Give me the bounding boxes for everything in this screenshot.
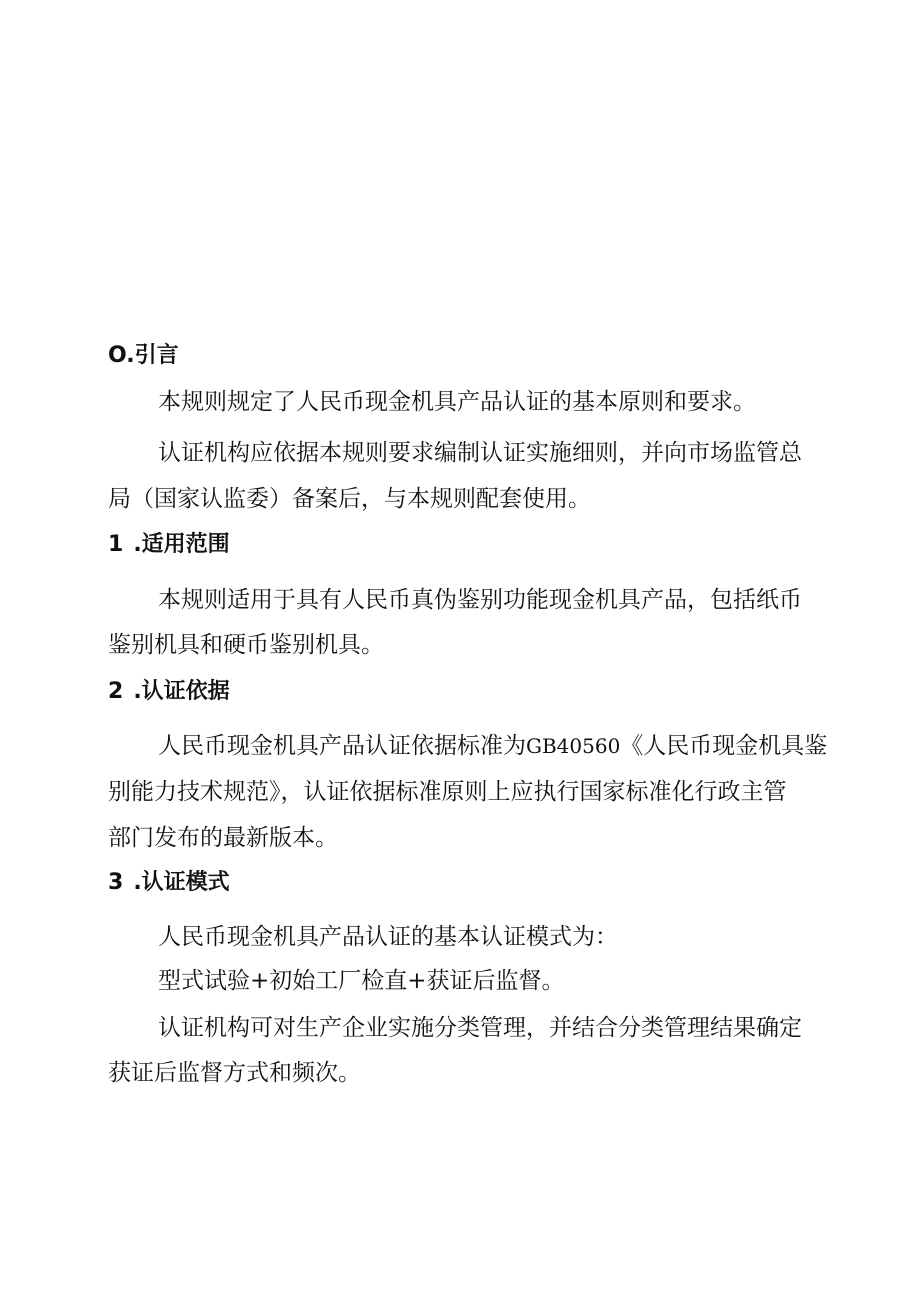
section-2-paragraph-line-3: 部门发布的最新版本。 [108, 825, 338, 851]
section-2-title: .认证依据 [133, 679, 230, 704]
section-3-heading [108, 868, 230, 898]
section-1-number: 1 [108, 532, 124, 557]
section-2-heading [108, 677, 230, 707]
section-3-paragraph-2: 型式试验+初始工厂检直+获证后监督。 [158, 968, 565, 994]
section-2-paragraph-line-1 [158, 731, 827, 761]
section-0-paragraph-1: 本规则规定了人民币现金机具产品认证的基本原则和要求。 [158, 389, 756, 415]
section-1-title: .适用范围 [133, 532, 230, 557]
section-3-paragraph-1: 人民币现金机具产品认证的基本认证模式为： [158, 924, 618, 950]
section-1-paragraph-line-2: 鉴别机具和硬币鉴别机具。 [108, 632, 384, 658]
section-2-text-b: 《人民币现金机具鉴 [620, 733, 828, 759]
standard-code: GB40560 [526, 734, 621, 758]
section-0-paragraph-2-line-1: 认证机构应依据本规则要求编制认证实施细则，并向市场监管总 [158, 440, 802, 466]
section-1-heading [108, 530, 230, 560]
section-3-paragraph-3-line-1: 认证机构可对生产企业实施分类管理，并结合分类管理结果确定 [158, 1015, 802, 1041]
section-0-heading: O.引言 [108, 343, 179, 368]
section-0-paragraph-2-line-2: 局（国家认监委）备案后，与本规则配套使用。 [108, 486, 591, 512]
section-2-paragraph-line-2: 别能力技术规范》，认证依据标准原则上应执行国家标准化行政主管 [108, 779, 787, 805]
section-2-number: 2 [108, 679, 124, 704]
section-1-paragraph-line-1: 本规则适用于具有人民币真伪鉴别功能现金机具产品，包括纸币 [158, 587, 802, 613]
section-3-paragraph-3-line-2: 获证后监督方式和频次。 [108, 1060, 361, 1086]
section-2-text-a: 人民币现金机具产品认证依据标准为 [158, 733, 526, 759]
section-3-number: 3 [108, 870, 124, 895]
section-3-title: .认证模式 [133, 870, 230, 895]
